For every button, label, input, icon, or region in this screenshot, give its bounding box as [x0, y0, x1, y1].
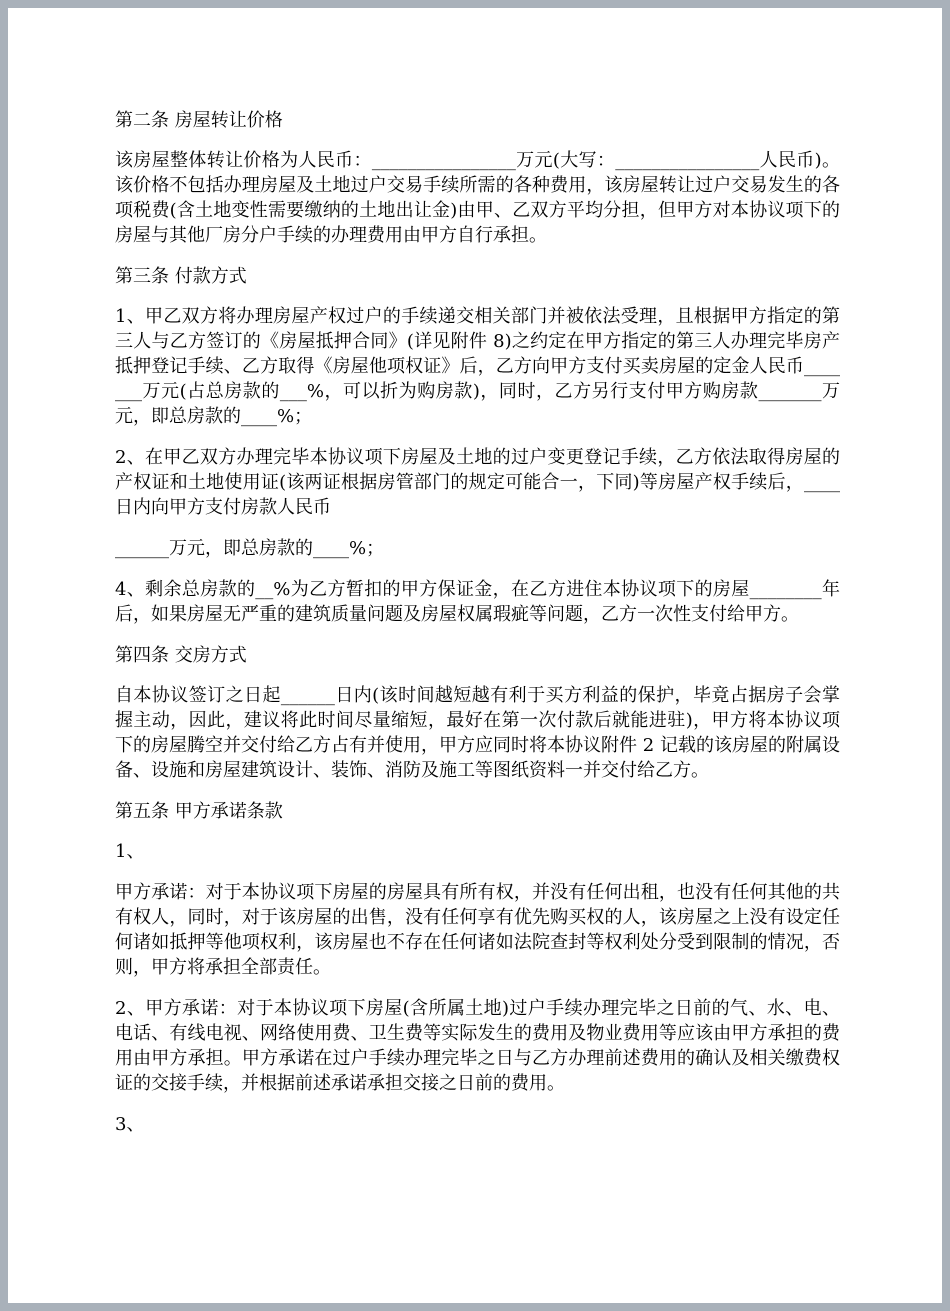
paragraph-payment-2: 2、在甲乙双方办理完毕本协议项下房屋及土地的过户变更登记手续，乙方依法取得房屋的产权证和土地使用证(该两证根据房管部门的规定可能合一，下同)等房屋产权手续后，____日内向甲方支付房款人民币 [115, 447, 840, 518]
paragraph-promise-2: 2、甲方承诺：对于本协议项下房屋(含所属土地)过户手续办理完毕之日前的气、水、电、电话、有线电视、网络使用费、卫生费等实际发生的费用及物业费用等应该由甲方承担的费用由甲方承担。甲方承诺在过户手续办理完毕之日与乙方办理前述费用的确认及相关缴费权证的交接手续，并根据前述承诺承担交接之日前的费用。 [115, 998, 840, 1094]
section-heading-article-3: 第三条 付款方式 [115, 266, 247, 287]
section-heading-article-2: 第二条 房屋转让价格 [115, 110, 283, 131]
paragraph-transfer-price: 该房屋整体转让价格为人民币：________________万元(大写：________________人民币)。该价格不包括办理房屋及土地过户交易手续所需的各种费用，该房屋转让过户交易发生的各项税费(含土地变性需要缴纳的土地出让金)由甲、乙双方平均分担，但甲方对本协议项下的房屋与其他厂房分户手续的办理费用由甲方自行承担。 [115, 150, 840, 246]
paragraph-payment-2-amount: ______万元，即总房款的____%； [115, 538, 385, 559]
clause-number-1: 1、 [115, 841, 145, 862]
paragraph-payment-4: 4、剩余总房款的__%为乙方暂扣的甲方保证金，在乙方进住本协议项下的房屋________年后，如果房屋无严重的建筑质量问题及房屋权属瑕疵等问题，乙方一次性支付给甲方。 [115, 579, 840, 625]
paragraph-payment-1: 1、甲乙双方将办理房屋产权过户的手续递交相关部门并被依法受理，且根据甲方指定的第三人与乙方签订的《房屋抵押合同》(详见附件 8)之约定在甲方指定的第三人办理完毕房产抵押登记手续、乙方取得《房屋他项权证》后，乙方向甲方支付买卖房屋的定金人民币_______万元(占总房款的___%，可以折为购房款)，同时，乙方另行支付甲方购房款_______万元，即总房款的____%； [115, 306, 840, 427]
section-heading-article-4: 第四条 交房方式 [115, 645, 247, 666]
section-heading-article-5: 第五条 甲方承诺条款 [115, 801, 283, 822]
document-page [8, 8, 942, 1303]
clause-number-3: 3、 [115, 1114, 145, 1135]
contract-body [115, 108, 840, 1137]
paragraph-handover: 自本协议签订之日起______日内(该时间越短越有利于买方利益的保护，毕竟占据房子会掌握主动，因此，建议将此时间尽量缩短，最好在第一次付款后就能进驻)，甲方将本协议项下的房屋腾空并交付给乙方占有并使用，甲方应同时将本协议附件 2 记载的该房屋的附属设备、设施和房屋建筑设计、装饰、消防及施工等图纸资料一并交付给乙方。 [115, 685, 840, 781]
paragraph-promise-1: 甲方承诺：对于本协议项下房屋的房屋具有所有权，并没有任何出租，也没有任何其他的共有权人，同时，对于该房屋的出售，没有任何享有优先购买权的人，该房屋之上没有设定任何诸如抵押等他项权利，该房屋也不存在任何诸如法院查封等权利处分受到限制的情况，否则，甲方将承担全部责任。 [115, 882, 840, 978]
